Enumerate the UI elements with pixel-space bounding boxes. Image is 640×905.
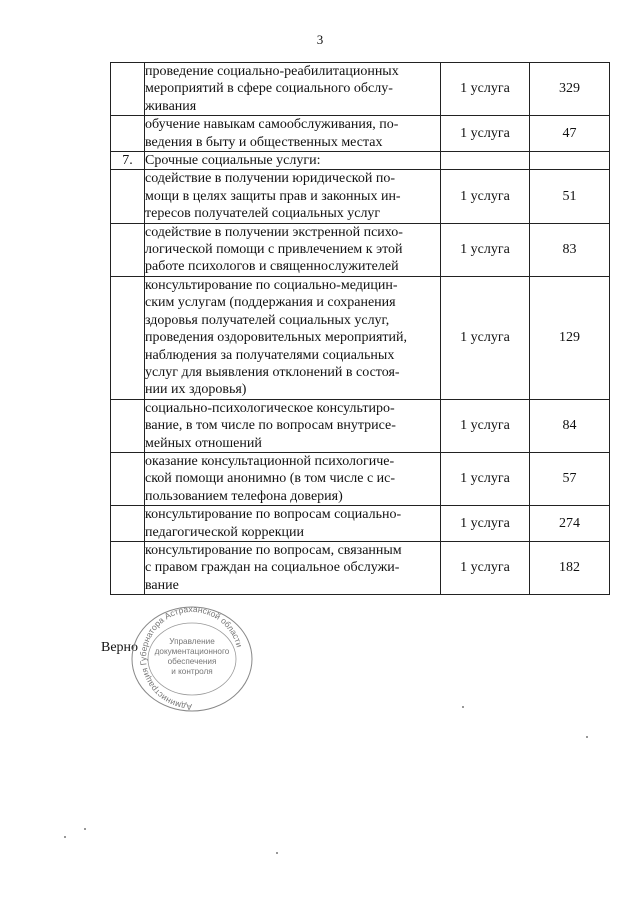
service-name-line: логической помощи с привлечением к этой xyxy=(145,242,403,258)
service-name xyxy=(145,452,441,505)
scan-speck xyxy=(84,828,86,830)
service-name-line: оказание консультационной психологиче- xyxy=(145,453,395,469)
service-name-line: проведение социально-реабилитационных xyxy=(145,64,399,79)
service-unit: 1 услуга xyxy=(441,170,530,223)
service-name-line: вание, в том числе по вопросам внутрисе- xyxy=(145,418,396,434)
stamp-line: Управление xyxy=(169,637,215,646)
service-name-line: ведения в быту и общественных местах xyxy=(145,134,383,150)
service-price: 84 xyxy=(530,399,610,452)
stamp-line: документационного xyxy=(154,647,230,656)
service-name-line: живания xyxy=(145,98,197,114)
service-unit: 1 услуга xyxy=(441,452,530,505)
service-name-line: мощи в целях защиты прав и законных ин- xyxy=(145,188,401,204)
row-number xyxy=(111,276,145,399)
service-name xyxy=(145,170,441,223)
service-name-line: социально-психологическое консультиро- xyxy=(145,400,395,416)
service-price: 182 xyxy=(530,541,610,594)
stamp-line: обеспечения xyxy=(167,657,217,666)
row-number xyxy=(111,116,145,152)
service-name-line: нии их здоровья) xyxy=(145,382,247,398)
row-number xyxy=(111,541,145,594)
service-unit xyxy=(441,152,530,170)
table-row xyxy=(111,116,610,152)
service-name-line: проведения оздоровительных мероприятий, xyxy=(145,330,408,346)
table-row xyxy=(111,452,610,505)
table-row xyxy=(111,541,610,594)
service-name-line: услуг для выявления отклонений в состоя- xyxy=(145,364,400,380)
stamp-ring-text: Администрация Губернатора Астраханской области xyxy=(138,604,245,713)
service-unit: 1 услуга xyxy=(441,276,530,399)
service-name-line: содействие в получении юридической по- xyxy=(145,171,396,187)
row-number xyxy=(111,223,145,276)
row-number: 7. xyxy=(111,152,145,170)
scan-speck xyxy=(64,836,66,838)
row-number xyxy=(111,170,145,223)
page-number: 3 xyxy=(316,32,324,47)
row-number xyxy=(111,399,145,452)
table-row xyxy=(111,152,610,170)
service-name xyxy=(145,399,441,452)
service-unit: 1 услуга xyxy=(441,541,530,594)
table-row xyxy=(111,506,610,542)
service-price: 57 xyxy=(530,452,610,505)
scan-speck xyxy=(276,852,278,854)
service-name-line: работе психологов и священнослужителей xyxy=(145,259,399,275)
service-price: 47 xyxy=(530,116,610,152)
official-stamp xyxy=(128,604,256,714)
service-price xyxy=(530,152,610,170)
table-row xyxy=(111,170,610,223)
service-name-line: педагогической коррекции xyxy=(145,524,304,540)
service-name xyxy=(145,223,441,276)
table-row xyxy=(111,399,610,452)
service-name-line: консультирование по вопросам социально- xyxy=(145,507,402,523)
service-name-line: мероприятий в сфере социального обслу- xyxy=(145,81,393,97)
service-unit: 1 услуга xyxy=(441,116,530,152)
service-name-line: ским услугам (поддержания и сохранения xyxy=(145,295,396,311)
service-name-line: с правом граждан на социальное обслужи- xyxy=(145,560,400,576)
service-unit: 1 услуга xyxy=(441,223,530,276)
service-name-line: здоровья получателей социальных услуг, xyxy=(145,312,390,328)
service-name-line: вание xyxy=(145,577,179,593)
service-unit: 1 услуга xyxy=(441,63,530,116)
services-table xyxy=(110,62,610,595)
service-name-line: наблюдения за получателями социальных xyxy=(145,347,395,363)
service-price: 274 xyxy=(530,506,610,542)
verification-note: Верно xyxy=(101,640,139,655)
service-name-line: тересов получателей социальных услуг xyxy=(145,206,381,222)
service-name-line: ской помощи анонимно (в том числе с ис- xyxy=(145,471,396,487)
service-name-line: консультирование по социально-медицин- xyxy=(145,277,398,293)
scan-speck xyxy=(586,736,588,738)
service-name xyxy=(145,63,441,116)
stamp-line: и контроля xyxy=(171,667,213,676)
service-name xyxy=(145,152,441,170)
service-price: 129 xyxy=(530,276,610,399)
service-name-line: содействие в получении экстренной психо- xyxy=(145,224,403,240)
row-number xyxy=(111,506,145,542)
service-price: 329 xyxy=(530,63,610,116)
service-unit: 1 услуга xyxy=(441,506,530,542)
scan-speck xyxy=(462,706,464,708)
service-name xyxy=(145,541,441,594)
service-unit: 1 услуга xyxy=(441,399,530,452)
service-name-line: мейных отношений xyxy=(145,435,262,451)
service-price: 51 xyxy=(530,170,610,223)
service-name xyxy=(145,276,441,399)
table-row xyxy=(111,223,610,276)
service-name-line: пользованием телефона доверия) xyxy=(145,488,343,504)
service-name-line: консультирование по вопросам, связанным xyxy=(145,542,402,558)
service-price: 83 xyxy=(530,223,610,276)
service-name-line: обучение навыкам самообслуживания, по- xyxy=(145,117,399,133)
service-name xyxy=(145,116,441,152)
service-name-line: Срочные социальные услуги: xyxy=(145,153,321,169)
row-number xyxy=(111,63,145,116)
table-row xyxy=(111,276,610,399)
service-name xyxy=(145,506,441,542)
row-number xyxy=(111,452,145,505)
table-row xyxy=(111,63,610,116)
